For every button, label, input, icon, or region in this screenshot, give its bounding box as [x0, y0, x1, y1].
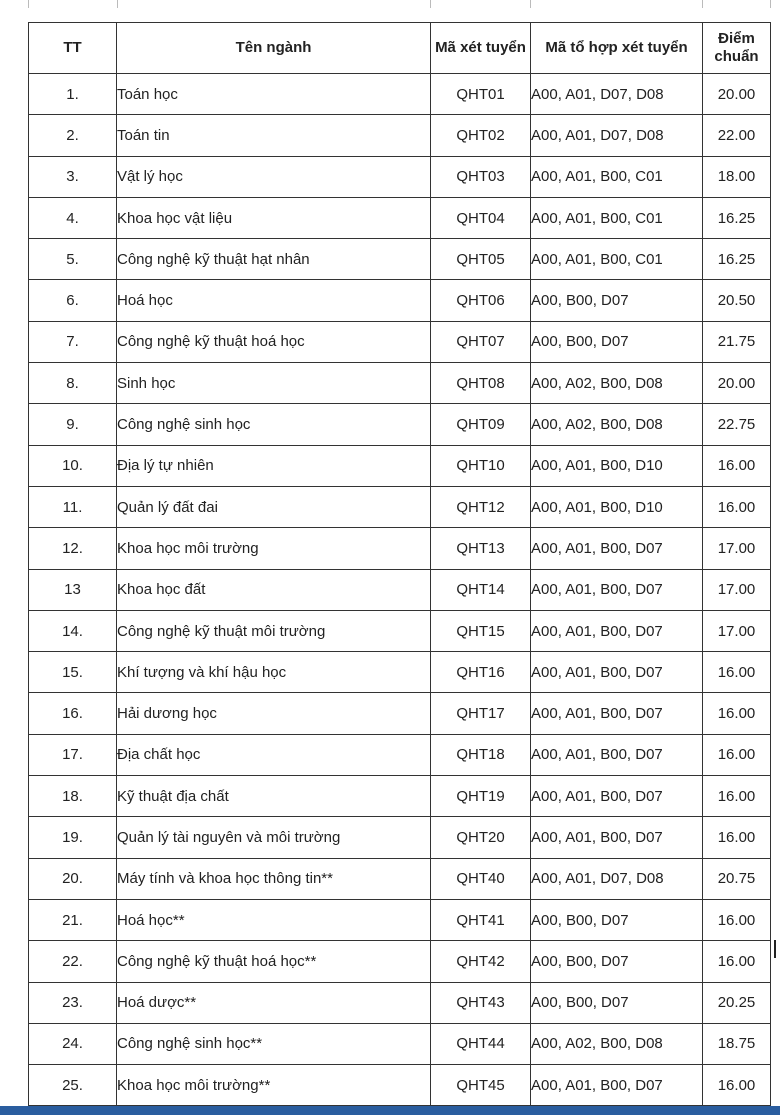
cutoff-score-cell: 16.00 [703, 445, 771, 486]
major-name-cell: Kỹ thuật địa chất [117, 776, 431, 817]
cutoff-score-cell: 18.00 [703, 156, 771, 197]
major-name-cell: Sinh học [117, 363, 431, 404]
row-number-cell: 22. [29, 941, 117, 982]
row-number-cell: 16. [29, 693, 117, 734]
admission-code-cell: QHT10 [431, 445, 531, 486]
admission-code-cell: QHT41 [431, 899, 531, 940]
subject-combination-cell: A00, B00, D07 [531, 899, 703, 940]
cutoff-score-cell: 17.00 [703, 569, 771, 610]
major-name-cell: Hoá học [117, 280, 431, 321]
admission-scores-table [28, 22, 771, 1106]
row-number-cell: 8. [29, 363, 117, 404]
cutoff-score-cell: 20.25 [703, 982, 771, 1023]
cutoff-score-cell: 22.75 [703, 404, 771, 445]
admission-code-cell: QHT03 [431, 156, 531, 197]
header-subject-combination: Mã tổ hợp xét tuyển [531, 23, 703, 74]
major-name-cell: Công nghệ kỹ thuật môi trường [117, 610, 431, 651]
text-cursor [774, 940, 776, 958]
table-header-row [29, 23, 771, 74]
row-number-cell: 5. [29, 239, 117, 280]
subject-combination-cell: A00, A02, B00, D08 [531, 1023, 703, 1064]
subject-combination-cell: A00, B00, D07 [531, 321, 703, 362]
table-row [29, 569, 771, 610]
admission-code-cell: QHT01 [431, 74, 531, 115]
row-number-cell: 6. [29, 280, 117, 321]
major-name-cell: Địa chất học [117, 734, 431, 775]
subject-combination-cell: A00, A01, B00, C01 [531, 156, 703, 197]
cutoff-score-cell: 16.00 [703, 652, 771, 693]
table-row [29, 1023, 771, 1064]
admission-code-cell: QHT04 [431, 197, 531, 238]
subject-combination-cell: A00, A01, B00, D07 [531, 569, 703, 610]
major-name-cell: Hải dương học [117, 693, 431, 734]
cutoff-score-cell: 20.50 [703, 280, 771, 321]
row-number-cell: 15. [29, 652, 117, 693]
subject-combination-cell: A00, B00, D07 [531, 280, 703, 321]
admission-code-cell: QHT40 [431, 858, 531, 899]
cutoff-score-cell: 16.00 [703, 1065, 771, 1106]
admission-code-cell: QHT19 [431, 776, 531, 817]
table-row [29, 74, 771, 115]
table-row [29, 363, 771, 404]
admission-code-cell: QHT06 [431, 280, 531, 321]
major-name-cell: Công nghệ kỹ thuật hoá học** [117, 941, 431, 982]
table-row [29, 445, 771, 486]
major-name-cell: Khoa học đất [117, 569, 431, 610]
subject-combination-cell: A00, B00, D07 [531, 941, 703, 982]
cutoff-score-cell: 16.25 [703, 197, 771, 238]
cutoff-score-cell: 21.75 [703, 321, 771, 362]
row-number-cell: 7. [29, 321, 117, 362]
major-name-cell: Công nghệ sinh học** [117, 1023, 431, 1064]
cutoff-score-cell: 16.00 [703, 776, 771, 817]
admission-code-cell: QHT02 [431, 115, 531, 156]
row-number-cell: 11. [29, 486, 117, 527]
admission-code-cell: QHT08 [431, 363, 531, 404]
subject-combination-cell: A00, A01, D07, D08 [531, 115, 703, 156]
subject-combination-cell: A00, A01, B00, D07 [531, 652, 703, 693]
major-name-cell: Khoa học môi trường [117, 528, 431, 569]
table-row [29, 817, 771, 858]
admission-code-cell: QHT45 [431, 1065, 531, 1106]
admission-code-cell: QHT42 [431, 941, 531, 982]
cutoff-score-cell: 20.00 [703, 363, 771, 404]
table-row [29, 941, 771, 982]
table-row [29, 899, 771, 940]
cutoff-score-cell: 16.00 [703, 941, 771, 982]
table-row [29, 280, 771, 321]
subject-combination-cell: A00, A01, B00, D07 [531, 776, 703, 817]
table-row [29, 776, 771, 817]
major-name-cell: Khoa học môi trường** [117, 1065, 431, 1106]
table-row [29, 404, 771, 445]
cutoff-score-cell: 17.00 [703, 528, 771, 569]
cutoff-score-cell: 16.25 [703, 239, 771, 280]
row-number-cell: 21. [29, 899, 117, 940]
subject-combination-cell: A00, A01, B00, D10 [531, 445, 703, 486]
header-cutoff-score: Điểm chuẩn [703, 23, 771, 74]
subject-combination-cell: A00, A01, B00, D07 [531, 817, 703, 858]
row-number-cell: 14. [29, 610, 117, 651]
admission-code-cell: QHT15 [431, 610, 531, 651]
header-major-name: Tên ngành [117, 23, 431, 74]
admission-code-cell: QHT07 [431, 321, 531, 362]
row-number-cell: 19. [29, 817, 117, 858]
major-name-cell: Công nghệ sinh học [117, 404, 431, 445]
table-row [29, 115, 771, 156]
admission-code-cell: QHT16 [431, 652, 531, 693]
admission-code-cell: QHT12 [431, 486, 531, 527]
cutoff-score-cell: 17.00 [703, 610, 771, 651]
row-number-cell: 12. [29, 528, 117, 569]
major-name-cell: Địa lý tự nhiên [117, 445, 431, 486]
subject-combination-cell: A00, A01, B00, D07 [531, 610, 703, 651]
row-number-cell: 25. [29, 1065, 117, 1106]
admission-code-cell: QHT17 [431, 693, 531, 734]
header-tt: TT [29, 23, 117, 74]
subject-combination-cell: A00, A01, D07, D08 [531, 74, 703, 115]
admission-code-cell: QHT05 [431, 239, 531, 280]
major-name-cell: Hoá học** [117, 899, 431, 940]
table-row [29, 528, 771, 569]
cutoff-score-cell: 16.00 [703, 817, 771, 858]
admission-code-cell: QHT13 [431, 528, 531, 569]
cutoff-score-cell: 16.00 [703, 486, 771, 527]
row-number-cell: 3. [29, 156, 117, 197]
row-number-cell: 23. [29, 982, 117, 1023]
admission-code-cell: QHT20 [431, 817, 531, 858]
major-name-cell: Máy tính và khoa học thông tin** [117, 858, 431, 899]
row-number-cell: 1. [29, 74, 117, 115]
table-row [29, 321, 771, 362]
subject-combination-cell: A00, B00, D07 [531, 982, 703, 1023]
major-name-cell: Vật lý học [117, 156, 431, 197]
row-number-cell: 13 [29, 569, 117, 610]
row-number-cell: 2. [29, 115, 117, 156]
cutoff-score-cell: 16.00 [703, 734, 771, 775]
cutoff-score-cell: 20.00 [703, 74, 771, 115]
major-name-cell: Khoa học vật liệu [117, 197, 431, 238]
major-name-cell: Khí tượng và khí hậu học [117, 652, 431, 693]
major-name-cell: Công nghệ kỹ thuật hạt nhân [117, 239, 431, 280]
bottom-bar [0, 1106, 780, 1115]
row-number-cell: 20. [29, 858, 117, 899]
subject-combination-cell: A00, A02, B00, D08 [531, 363, 703, 404]
table-row [29, 486, 771, 527]
row-number-cell: 17. [29, 734, 117, 775]
cutoff-score-cell: 18.75 [703, 1023, 771, 1064]
major-name-cell: Hoá dược** [117, 982, 431, 1023]
cutoff-score-cell: 20.75 [703, 858, 771, 899]
table-row [29, 610, 771, 651]
table-row [29, 858, 771, 899]
table-row [29, 197, 771, 238]
subject-combination-cell: A00, A01, B00, D07 [531, 734, 703, 775]
table-row [29, 693, 771, 734]
row-number-cell: 9. [29, 404, 117, 445]
admission-code-cell: QHT14 [431, 569, 531, 610]
admission-code-cell: QHT43 [431, 982, 531, 1023]
cutoff-score-cell: 16.00 [703, 899, 771, 940]
major-name-cell: Công nghệ kỹ thuật hoá học [117, 321, 431, 362]
row-number-cell: 10. [29, 445, 117, 486]
subject-combination-cell: A00, A01, B00, D07 [531, 693, 703, 734]
table-row [29, 734, 771, 775]
subject-combination-cell: A00, A01, B00, C01 [531, 197, 703, 238]
previous-table-edge [0, 0, 780, 8]
cutoff-score-cell: 22.00 [703, 115, 771, 156]
row-number-cell: 24. [29, 1023, 117, 1064]
major-name-cell: Quản lý đất đai [117, 486, 431, 527]
admission-code-cell: QHT44 [431, 1023, 531, 1064]
admission-code-cell: QHT09 [431, 404, 531, 445]
table-row [29, 652, 771, 693]
subject-combination-cell: A00, A01, D07, D08 [531, 858, 703, 899]
subject-combination-cell: A00, A01, B00, D10 [531, 486, 703, 527]
table-row [29, 156, 771, 197]
table-row [29, 1065, 771, 1106]
subject-combination-cell: A00, A01, B00, D07 [531, 1065, 703, 1106]
row-number-cell: 18. [29, 776, 117, 817]
major-name-cell: Toán học [117, 74, 431, 115]
subject-combination-cell: A00, A01, B00, C01 [531, 239, 703, 280]
subject-combination-cell: A00, A02, B00, D08 [531, 404, 703, 445]
header-admission-code: Mã xét tuyển [431, 23, 531, 74]
subject-combination-cell: A00, A01, B00, D07 [531, 528, 703, 569]
table-row [29, 982, 771, 1023]
major-name-cell: Quản lý tài nguyên và môi trường [117, 817, 431, 858]
admission-code-cell: QHT18 [431, 734, 531, 775]
table-row [29, 239, 771, 280]
cutoff-score-cell: 16.00 [703, 693, 771, 734]
row-number-cell: 4. [29, 197, 117, 238]
major-name-cell: Toán tin [117, 115, 431, 156]
